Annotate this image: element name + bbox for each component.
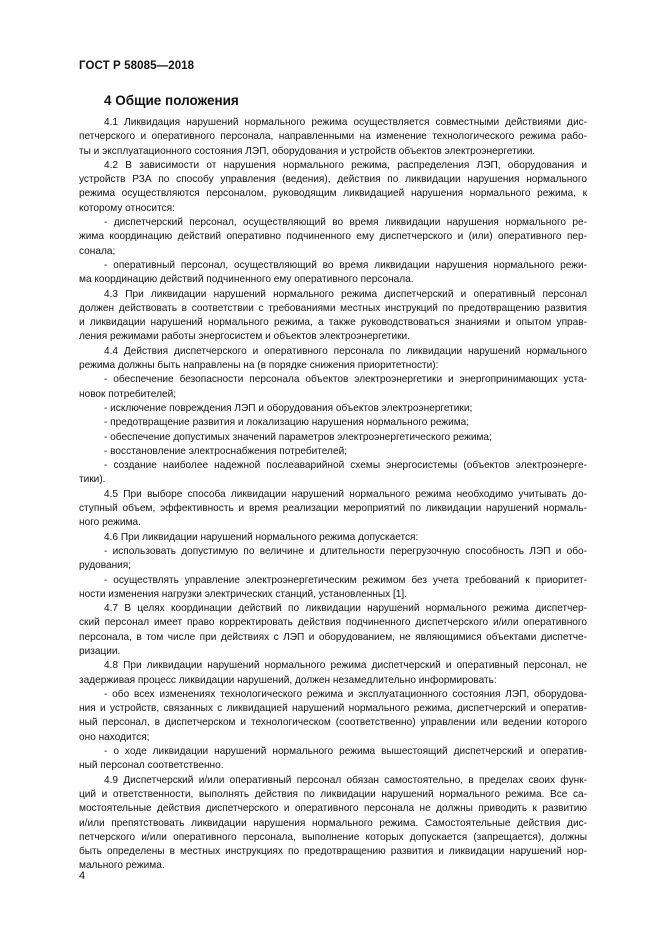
text-line: ности изменения нагрузки электрических станций, установленных [1]. (79, 588, 407, 600)
text-line: ты и эксплуатационного состояния ЛЭП, оборудования и устройств объектов электроэнергетики. (79, 145, 536, 157)
text-line: 4.6 При ликвидации нарушений нормального режима допускается: (104, 531, 419, 543)
text-line: петчерского и оперативного персонала, направленными на изменение технологического режима рабо- (79, 131, 587, 143)
text-line: ризации. (79, 645, 121, 657)
text-line: - обеспечение безопасности персонала объектов электроэнергетики и энергопринимающих уста- (104, 374, 587, 386)
text-line: - о ходе ликвидации нарушений нормального режима вышестоящий диспетчерский и оператив- (104, 746, 587, 758)
text-line: ный персонал, в диспетчерском и технологическом (соответственно) управлении или ведении которого (79, 717, 587, 729)
text-line: быть определены в местных инструкциях по предотвращению развития и ликвидации нарушений нор- (79, 846, 587, 858)
text-line: которому относится: (79, 202, 175, 214)
text-line: сонала; (79, 245, 116, 257)
text-line: задерживая процесс ликвидации нарушений, должен незамедлительно информировать: (79, 674, 497, 686)
text-line: - предотвращение развития и локализацию нарушения нормального режима; (104, 417, 470, 429)
text-line: 4.7 В целях координации действий по ликвидации нарушений нормального режима диспетчер- (104, 603, 587, 615)
text-line: ного режима. (79, 517, 141, 529)
text-line: должен действовать в соответствии с требованиями местных инструкций по предотвращению развития (79, 302, 587, 314)
text-line: тики). (79, 474, 106, 486)
text-line: - осуществлять управление электроэнергетическим режимом без учета требований к приоритет- (104, 574, 587, 586)
text-line: - диспетчерский персонал, осуществляющий во время ликвидации нарушения нормального ре- (104, 217, 587, 229)
text-line: 4.3 При ликвидации нарушений нормального режима диспетчерский и оперативный персонал (104, 288, 587, 300)
text-line: 4.8 При ликвидации нарушений нормального режима диспетчерский и оперативный персонал, не (104, 660, 587, 672)
text-line: - восстановление электроснабжения потребителей; (104, 445, 348, 457)
text-line: ций и ответственности, выполнять действия по ликвидации нарушений нормального режима. Все са- (79, 788, 587, 800)
text-line: 4.1 Ликвидация нарушений нормального режима осуществляется совместными действиями дис- (104, 117, 587, 128)
text-line: мального режима. (79, 860, 165, 872)
standard-header: ГОСТ Р 58085—2018 (79, 60, 195, 72)
section-body (79, 116, 587, 874)
text-line: рудования; (79, 560, 132, 572)
text-line: 4.5 При выборе способа ликвидации нарушений нормального режима необходимо учитывать до- (104, 488, 587, 500)
text-line: новок потребителей; (79, 388, 177, 400)
text-line: - исключение повреждения ЛЭП и оборудования объектов электроэнергетики; (104, 402, 473, 414)
text-line: - обо всех изменениях технологического режима и эксплуатационного состояния ЛЭП, оборудова- (104, 688, 587, 700)
text-line: петчерского и/или оперативного персонала, выполнение которых допускается (запрещается), должны (79, 831, 587, 843)
text-line: - создание наиболее надежной послеаварийной схемы энергосистемы (объектов электроэнерге- (104, 460, 587, 472)
text-line: ступный объем, эффективность и время реализации мероприятий по ликвидации нарушений нормаль- (79, 503, 587, 515)
text-line: - оперативный персонал, осуществляющий во время ликвидации нарушения нормального режи- (104, 259, 587, 271)
text-line: режима осуществляются персоналом, руководящим ликвидацией нарушения нормального режима, к (79, 188, 587, 200)
text-line: 4.9 Диспетчерский и/или оперативный персонал обязан самостоятельно, в пределах своих функ- (104, 774, 587, 786)
page-number: 4 (79, 870, 86, 882)
text-line: ния и устройств, связанных с ликвидацией нарушений нормального режима, диспетчерский и оператив- (79, 703, 587, 715)
text-line: мостоятельные действия диспетчерского и оперативного персонала не должны приводить к развитию (79, 803, 587, 815)
text-line: ный персонал соответственно. (79, 760, 224, 772)
text-line: - использовать допустимую по величине и длительности перегрузочную способность ЛЭП и обо- (104, 545, 587, 557)
text-line: 4.2 В зависимости от нарушения нормального режима, распределения ЛЭП, оборудования и (104, 159, 587, 171)
text-line: 4.4 Действия диспетчерского и оперативного персонала по ликвидации нарушений нормального (104, 345, 587, 357)
text-line: - обеспечение допустимых значений параметров электроэнергетического режима; (104, 431, 492, 443)
text-line: персонала, в том числе при действиях с ЛЭП и оборудованием, не являющимися объектами диспетче- (79, 631, 587, 643)
text-line: ления режимами работы энергосистем и объектов электроэнергетики. (79, 331, 410, 343)
text-line: ский персонал имеет право корректировать действия подчиненного диспетчерского и/или оперативного (79, 617, 587, 629)
text-line: режима должны быть направлены на (в порядке снижения приоритетности): (79, 360, 439, 372)
text-line: и/или препятствовать ликвидации нарушения нормального режима. Самостоятельные действия дис- (79, 817, 587, 829)
text-line: жима координацию действий оперативно подчиненного ему диспетчерского и (или) оперативного пер- (79, 231, 587, 243)
text-line: устройств РЗА по способу управления (ведения), действия по ликвидации нарушения нормального (79, 174, 587, 186)
text-line: и ликвидации нарушений нормального режима, а также руководствоваться знаниями и опытом управ- (79, 317, 587, 329)
section-title: 4 Общие положения (104, 93, 239, 108)
text-line: оно находится; (79, 731, 150, 743)
text-line: ма координацию действий подчиненного ему оперативного персонала. (79, 274, 414, 286)
